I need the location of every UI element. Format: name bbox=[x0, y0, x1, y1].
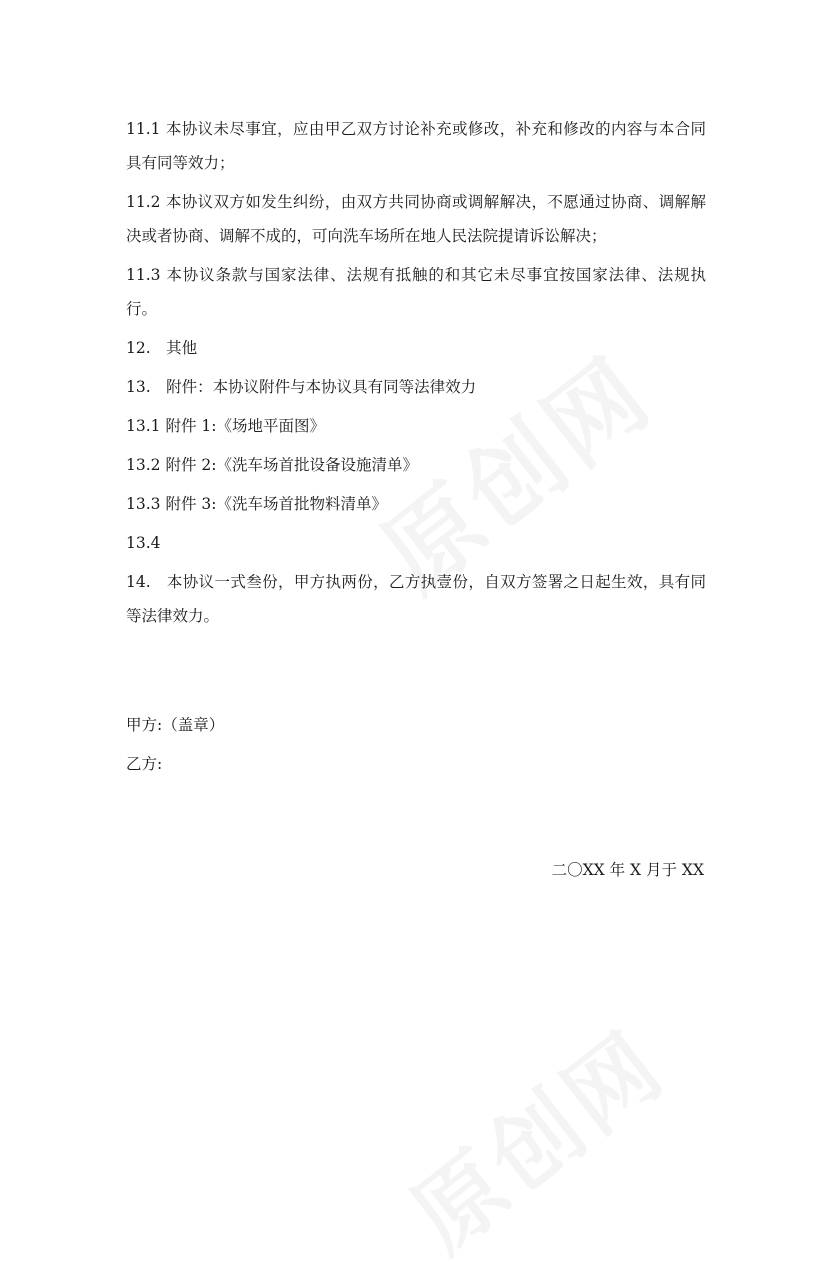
clause-13-1: 13.1 附件 1:《场地平面图》 bbox=[126, 417, 325, 435]
clause-11-1: 11.1 本协议未尽事宜，应由甲乙双方讨论补充或修改，补充和修改的内容与本合同具有同等效力； bbox=[126, 120, 706, 172]
spacer bbox=[126, 638, 706, 708]
clause-13-2: 13.2 附件 2:《洗车场首批设备设施清单》 bbox=[126, 456, 418, 474]
clause-13-3: 13.3 附件 3:《洗车场首批物料清单》 bbox=[126, 495, 387, 513]
document-body bbox=[126, 112, 706, 786]
party-a-signature: 甲方:（盖章） bbox=[126, 716, 225, 734]
clause-11-2: 11.2 本协议双方如发生纠纷，由双方共同协商或调解解决，不愿通过协商、调解解决或者协商、调解不成的，可向洗车场所在地人民法院提请诉讼解决； bbox=[126, 193, 706, 245]
clause-13-4: 13.4 bbox=[126, 534, 161, 552]
clause-12: 12. 其他 bbox=[126, 339, 198, 357]
clause-14: 14. 本协议一式叁份，甲方执两份，乙方执壹份，自双方签署之日起生效，具有同等法律效力。 bbox=[126, 573, 706, 625]
clause-11-3: 11.3 本协议条款与国家法律、法规有抵触的和其它未尽事宜按国家法律、法规执行。 bbox=[126, 266, 706, 318]
signing-date: 二〇XX 年 X 月于 XX bbox=[551, 861, 704, 879]
party-b-signature: 乙方: bbox=[126, 755, 163, 773]
watermark bbox=[381, 995, 688, 1275]
clause-13: 13. 附件：本协议附件与本协议具有同等法律效力 bbox=[126, 378, 477, 396]
